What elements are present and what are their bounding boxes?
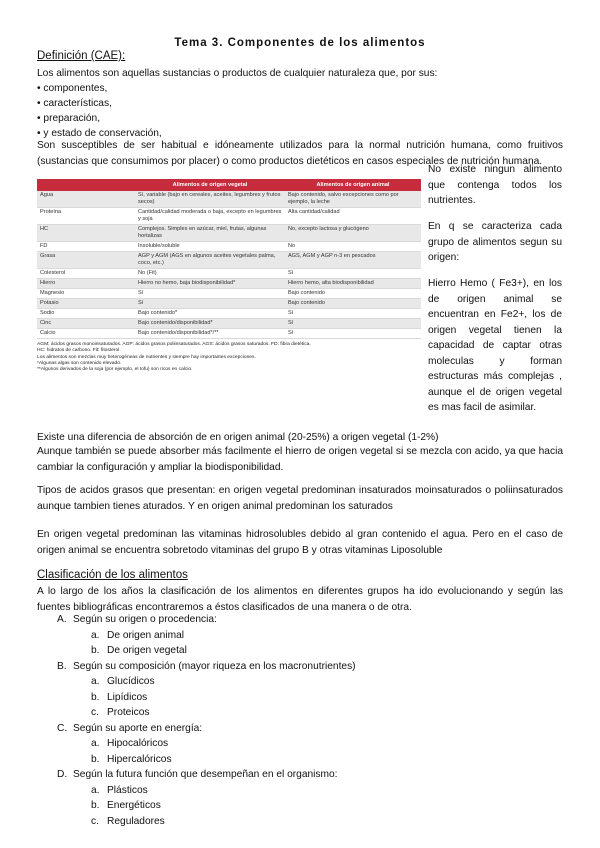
table-cell: No [285, 242, 421, 252]
table-row [37, 225, 421, 242]
list-marker: a. [91, 629, 100, 641]
table-cell: Sí [285, 329, 421, 339]
list-item-label: Según su composición (mayor riqueza en los macronutrientes) [73, 660, 356, 672]
table-cell: Potasio [37, 299, 135, 309]
list-item [91, 690, 577, 706]
table-cell: Hierro no hemo, baja biodisponibilidad* [135, 279, 285, 289]
table-cell: Complejos. Simples en azúcar, miel, frutas, algunas hortalizas [135, 225, 285, 242]
definition-heading: Definición (CAE): [37, 50, 126, 62]
list-item [57, 612, 577, 628]
list-item [91, 643, 577, 659]
list-marker: a. [91, 738, 100, 749]
list-item-label: Según su aporte en energía: [73, 722, 203, 734]
list-marker: D. [57, 769, 68, 780]
list-item-label: Lipídicos [107, 691, 148, 703]
table-cell: Sí [285, 269, 421, 279]
definition-bullet: • preparación, [37, 113, 101, 124]
table-note: Los alimentos son mezclas muy heterogéneas de nutrientes y siempre hay importantes excepciones. [37, 354, 256, 360]
table-header-cell: Alimentos de origen vegetal [135, 179, 285, 191]
list-item-label: Hipercalóricos [107, 753, 172, 765]
side-note-groups: En q se caracteriza cada grupo de alimentos segun su origen: [428, 221, 562, 263]
list-marker: b. [91, 753, 100, 765]
table-cell: Hierro hemo, alta biodisponibilidad [285, 279, 421, 289]
table-header-row [37, 179, 421, 191]
side-note-iron: Hierro Hemo ( Fe3+), en los de origen animal se encuentran en Fe2+, los de origen vegetal tienen la capacidad de captar otras moleculas y forman estructuras más complejas , aunque el de origen vegetal es mas facil de asimilar. [428, 278, 562, 413]
table-row [37, 191, 421, 208]
table-note: AGM: ácidos grasos monoinsaturados. AGP: ácidos grasos poliinsaturados. AGS: ácidos grasos saturados. FD: fibra dietética. [37, 342, 311, 347]
table-cell: AGS, AGM y AGP n-3 en pescados [285, 252, 421, 269]
classification-intro: A lo largo de los años la clasificación de los alimentos en diferentes grupos ha ido evolucionando y según las fuentes bibliográficas encontraremos a éstos clasificados de una manera o de otra. [37, 586, 563, 613]
definition-bullet: • características, [37, 98, 112, 109]
table-cell: Sí [135, 299, 285, 309]
table-row [37, 299, 421, 309]
table-row [37, 269, 421, 279]
definition-paragraph: Son susceptibles de ser habitual e idóneamente utilizados para la normal nutrición humana, como fruitivos (sustancias que consumimos por placer) o como productos dietéticos en casos especiales de nutrición humana. [37, 140, 563, 167]
table-cell: No (Fit) [135, 269, 285, 279]
definition-bullet: • y estado de conservación, [37, 128, 162, 139]
list-item-label: De origen animal [107, 629, 185, 641]
side-note-nutrients: No existe ningun alimento que contenga todos los nutrientes. [428, 164, 562, 206]
list-marker: c. [91, 815, 99, 827]
list-marker: b. [91, 800, 100, 811]
list-item [91, 783, 577, 799]
list-item-label: Según su origen o procedencia: [73, 614, 217, 625]
table-row [37, 329, 421, 339]
list-item-label: Según la futura función que desempeñan en el organismo: [73, 769, 338, 780]
list-item [57, 659, 577, 675]
list-item-label: Energéticos [107, 800, 161, 811]
table-cell: Bajo contenido, salvo excepciones como por ejemplo, la leche [285, 191, 421, 208]
table-header-cell: Alimentos de origen animal [285, 179, 421, 191]
list-item [91, 798, 577, 814]
definition-intro: Los alimentos son aquellas sustancias o productos de cualquier naturaleza que, por sus: [37, 68, 438, 79]
list-item-label: Plásticos [107, 784, 148, 796]
nutrient-comparison-table [37, 179, 421, 339]
table-cell: Bajo contenido* [135, 309, 285, 319]
list-item [91, 674, 577, 690]
list-marker: b. [91, 645, 100, 656]
list-item-label: Proteicos [107, 707, 150, 718]
list-marker: A. [57, 614, 67, 625]
vitamins-text: En origen vegetal predominan las vitaminas hidrosolubles debido al gran contenido el agua. Pero en el caso de origen animal se encuentra sobretodo vitaminas del grupo B y otras vitaminas Liposoluble [37, 529, 563, 556]
list-item [57, 721, 577, 737]
table-cell: Magnesio [37, 289, 135, 299]
classification-list [37, 612, 577, 829]
table-cell: Bajo contenido/disponibilidad*/** [135, 329, 285, 339]
table-row [37, 309, 421, 319]
list-item-label: Glucídicos [107, 676, 155, 687]
table-cell: Grasa [37, 252, 135, 269]
page-title: Tema 3. Componentes de los alimentos [174, 37, 426, 49]
definition-bullet: • componentes, [37, 83, 108, 94]
list-item [91, 752, 577, 768]
table-cell: Colesterol [37, 269, 135, 279]
list-item [91, 736, 577, 752]
table-cell: HC [37, 225, 135, 242]
fatty-acids-text: Tipos de acidos grasos que presentan: en origen vegetal predominan insaturados moinsaturados o poliinsaturados aunque tambien tienes aturados. Y en origen animal predominan los saturados [37, 485, 563, 512]
table-cell: Proteína [37, 208, 135, 225]
table-cell: Agua [37, 191, 135, 208]
table-note: HC: hidratos de carbono. Fit: fitosterol. [37, 348, 121, 354]
table-cell: Insoluble/soluble [135, 242, 285, 252]
list-item [91, 628, 577, 644]
table-header-cell [37, 179, 135, 191]
table-cell: Bajo contenido [285, 289, 421, 299]
list-item-label: Reguladores [107, 815, 165, 827]
table-cell: Hierro [37, 279, 135, 289]
table-cell: Sí [285, 309, 421, 319]
list-item-label: De origen vegetal [107, 645, 187, 656]
list-marker: a. [91, 676, 100, 687]
table-cell: Bajo contenido [285, 299, 421, 309]
table-cell: Sí [135, 289, 285, 299]
table-row [37, 319, 421, 329]
list-marker: C. [57, 722, 68, 734]
absorption-text: Existe una diferencia de absorción de en origen animal (20-25%) a origen vegetal (1-2%) [37, 432, 439, 443]
list-marker: b. [91, 691, 100, 703]
table-cell: Alta cantidad/calidad [285, 208, 421, 225]
table-cell: No, excepto lactosa y glucógeno [285, 225, 421, 242]
nutrient-comparison-table-wrapper [37, 179, 421, 373]
table-cell: Sí [285, 319, 421, 329]
table-cell: Cantidad/calidad moderada o baja, excepto en legumbres y soja [135, 208, 285, 225]
table-cell: Bajo contenido/disponibilidad* [135, 319, 285, 329]
list-item [91, 814, 577, 830]
table-row [37, 242, 421, 252]
table-row [37, 289, 421, 299]
table-cell: Cinc [37, 319, 135, 329]
table-cell: Calcio [37, 329, 135, 339]
list-item [57, 767, 577, 783]
table-row [37, 252, 421, 269]
absorption-detail: Aunque también se puede absorber más facilmente el hierro de origen vegetal si se mezcla con acido, ya que hacia cambiar la configuración y ampliar la biodisponibilidad. [37, 446, 563, 473]
list-marker: a. [91, 784, 100, 796]
list-marker: c. [91, 707, 99, 718]
table-row [37, 279, 421, 289]
list-item-label: Hipocalóricos [107, 738, 169, 749]
table-cell: AGP y AGM (AGS en algunos aceites vegetales palma, coco, etc.) [135, 252, 285, 269]
list-marker: B. [57, 660, 67, 672]
table-cell: FD [37, 242, 135, 252]
table-row [37, 208, 421, 225]
table-cell: Sí, variable (bajo en cereales, aceites, legumbres y frutos secos) [135, 191, 285, 208]
classification-heading: Clasificación de los alimentos [37, 569, 188, 581]
table-cell: Sodio [37, 309, 135, 319]
table-note: **Algunos derivados de la soja (por ejemplo, el tofu) son ricos en calcio. [37, 367, 193, 373]
list-item [91, 705, 577, 721]
table-notes [37, 342, 421, 373]
table-note: *Algunas algas son contenido elevado. [37, 360, 122, 366]
